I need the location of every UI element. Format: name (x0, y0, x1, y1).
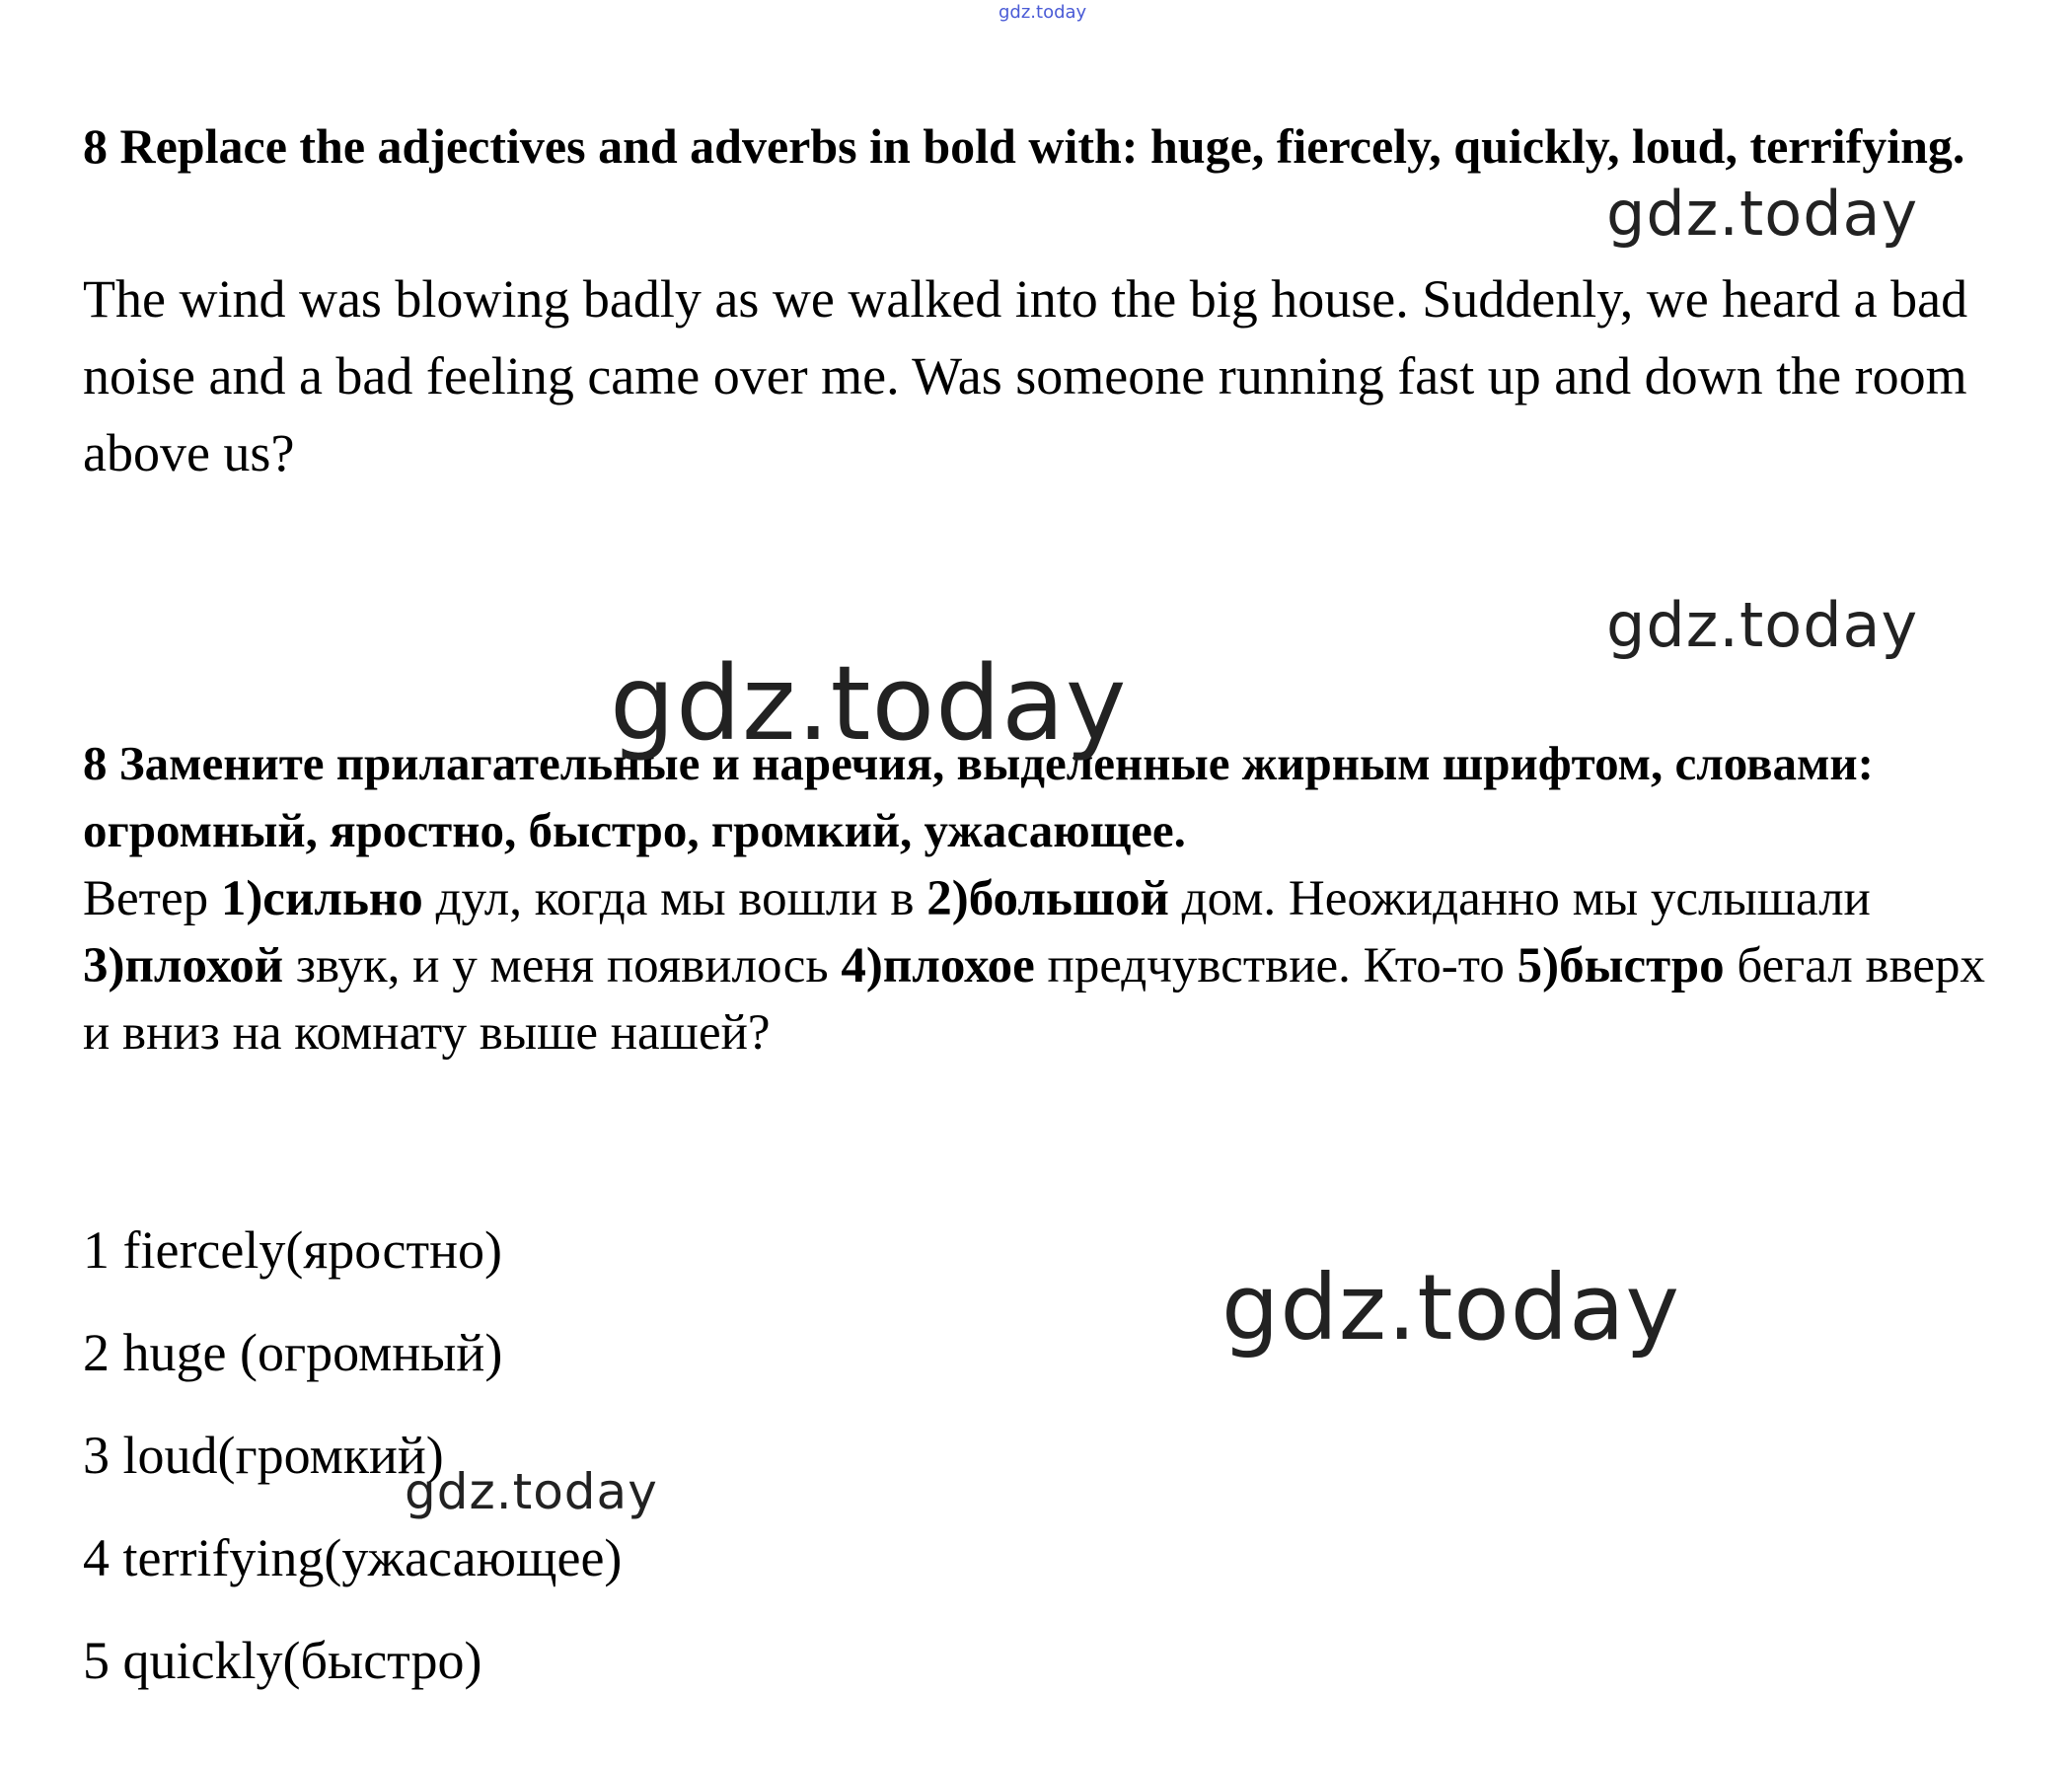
bold-word-2: 2)большой (926, 871, 1169, 926)
watermark: gdz.today (610, 643, 1128, 764)
task-text-english: The wind was blowing badly as we walked into the big house. Suddenly, we heard a bad noise and a bad feeling came over me. Was someone running fast up and down the room above us? (83, 269, 1968, 482)
watermark: gdz.today (1606, 589, 1919, 661)
text-segment: дом. Неожиданно мы услышали (1168, 871, 1871, 926)
answer-item-3: 3 loud(громкий) (83, 1426, 444, 1485)
task-text-russian (83, 865, 2017, 1067)
task-title-english: 8 Replace the adjectives and adverbs in bold with: huge, fiercely, quickly, loud, terrifying. (83, 118, 1965, 174)
answer-item-4: 4 terrifying(ужасающее) (83, 1528, 623, 1587)
bold-word-1: 1)сильно (220, 871, 423, 926)
bold-word-3: 3)плохой (83, 938, 284, 993)
answer-item-5: 5 quickly(быстро) (83, 1631, 482, 1690)
text-segment: дул, когда мы вошли в (422, 871, 927, 926)
watermark: gdz.today (1606, 178, 1919, 250)
answer-item-1: 1 fiercely(яростно) (83, 1220, 502, 1280)
text-segment: Ветер (83, 871, 221, 926)
watermark: gdz.today (405, 1463, 658, 1520)
text-segment: бегал вверх и вниз на комнату выше нашей? (83, 938, 1986, 1061)
text-segment: звук, и у меня появилось (283, 938, 842, 993)
bold-word-4: 4)плохое (841, 938, 1035, 993)
watermark-top: gdz.today (999, 2, 1087, 23)
answer-list (83, 1199, 622, 1712)
task-title-russian: 8 Замените прилагательные и наречия, выделенные жирным шрифтом, словами: огромный, яростно, быстро, громкий, ужасающее. (83, 736, 1874, 857)
bold-word-5: 5)быстро (1517, 938, 1725, 993)
text-segment: предчувствие. Кто-то (1034, 938, 1517, 993)
watermark: gdz.today (1221, 1255, 1680, 1361)
answer-item-2: 2 huge (огромный) (83, 1323, 503, 1382)
